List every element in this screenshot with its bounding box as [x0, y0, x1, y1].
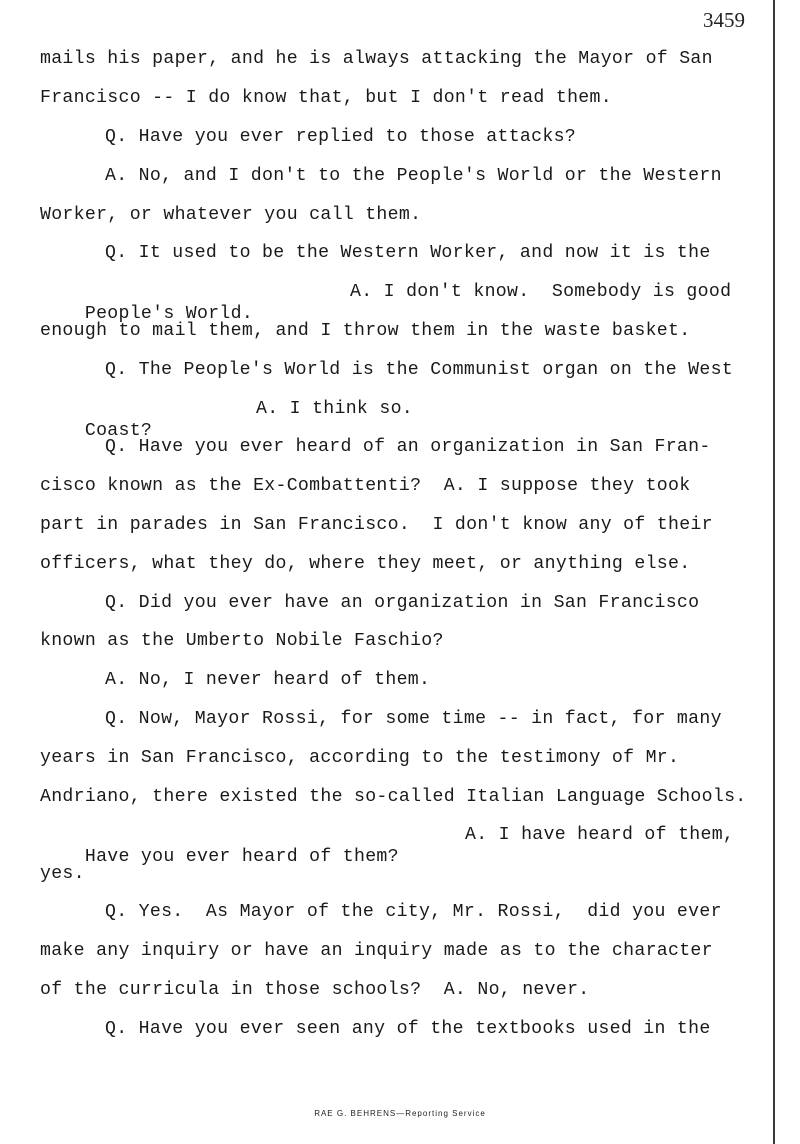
transcript-line: Q. Did you ever have an organization in San Francisco — [105, 593, 700, 613]
transcript-line: cisco known as the Ex-Combattenti? A. I suppose they took — [40, 476, 691, 496]
transcript-line: Q. Now, Mayor Rossi, for some time -- in fact, for many — [105, 709, 722, 729]
transcript-line: part in parades in San Francisco. I don't know any of their — [40, 515, 713, 535]
transcript-line: Q. Have you ever replied to those attacks? — [105, 127, 576, 147]
transcript-line: years in San Francisco, according to the testimony of Mr. — [40, 748, 680, 768]
transcript-line: yes. — [40, 864, 85, 884]
transcript-line: make any inquiry or have an inquiry made as to the character — [40, 941, 713, 961]
transcript-line: mails his paper, and he is always attacking the Mayor of San — [40, 49, 713, 69]
reporter-footer: RAE G. BEHRENS—Reporting Service — [314, 1109, 486, 1118]
transcript-line: Francisco -- I do know that, but I don't read them. — [40, 88, 612, 108]
transcript-line: Q. The People's World is the Communist organ on the West — [105, 360, 733, 380]
transcript-line: Q. Have you ever seen any of the textbooks used in the — [105, 1019, 711, 1039]
transcript-line: enough to mail them, and I throw them in the waste basket. — [40, 321, 691, 341]
transcript-line: Q. Yes. As Mayor of the city, Mr. Rossi, did you ever — [105, 902, 722, 922]
question-text: Coast? — [84, 421, 153, 441]
transcript-line: A. No, and I don't to the People's World or the Western — [105, 166, 722, 186]
transcript-line: Worker, or whatever you call them. — [40, 205, 422, 225]
transcript-line: officers, what they do, where they meet, or anything else. — [40, 554, 691, 574]
transcript-line: A. No, I never heard of them. — [105, 670, 431, 690]
question-text: Have you ever heard of them? — [84, 847, 399, 867]
answer-text: A. I have heard of them, — [465, 825, 735, 845]
transcript-line: Andriano, there existed the so-called Italian Language Schools. — [40, 787, 747, 807]
transcript-line: known as the Umberto Nobile Faschio? — [40, 631, 444, 651]
answer-text: A. I think so. — [256, 399, 413, 419]
page-number: 3459 — [703, 8, 745, 32]
transcript-line: Q. It used to be the Western Worker, and now it is the — [105, 243, 711, 263]
transcript-line: Q. Have you ever heard of an organization in San Fran- — [105, 437, 711, 457]
question-text: People's World. — [84, 304, 254, 324]
transcript-line: of the curricula in those schools? A. No, never. — [40, 980, 590, 1000]
answer-text: A. I don't know. Somebody is good — [350, 282, 732, 302]
